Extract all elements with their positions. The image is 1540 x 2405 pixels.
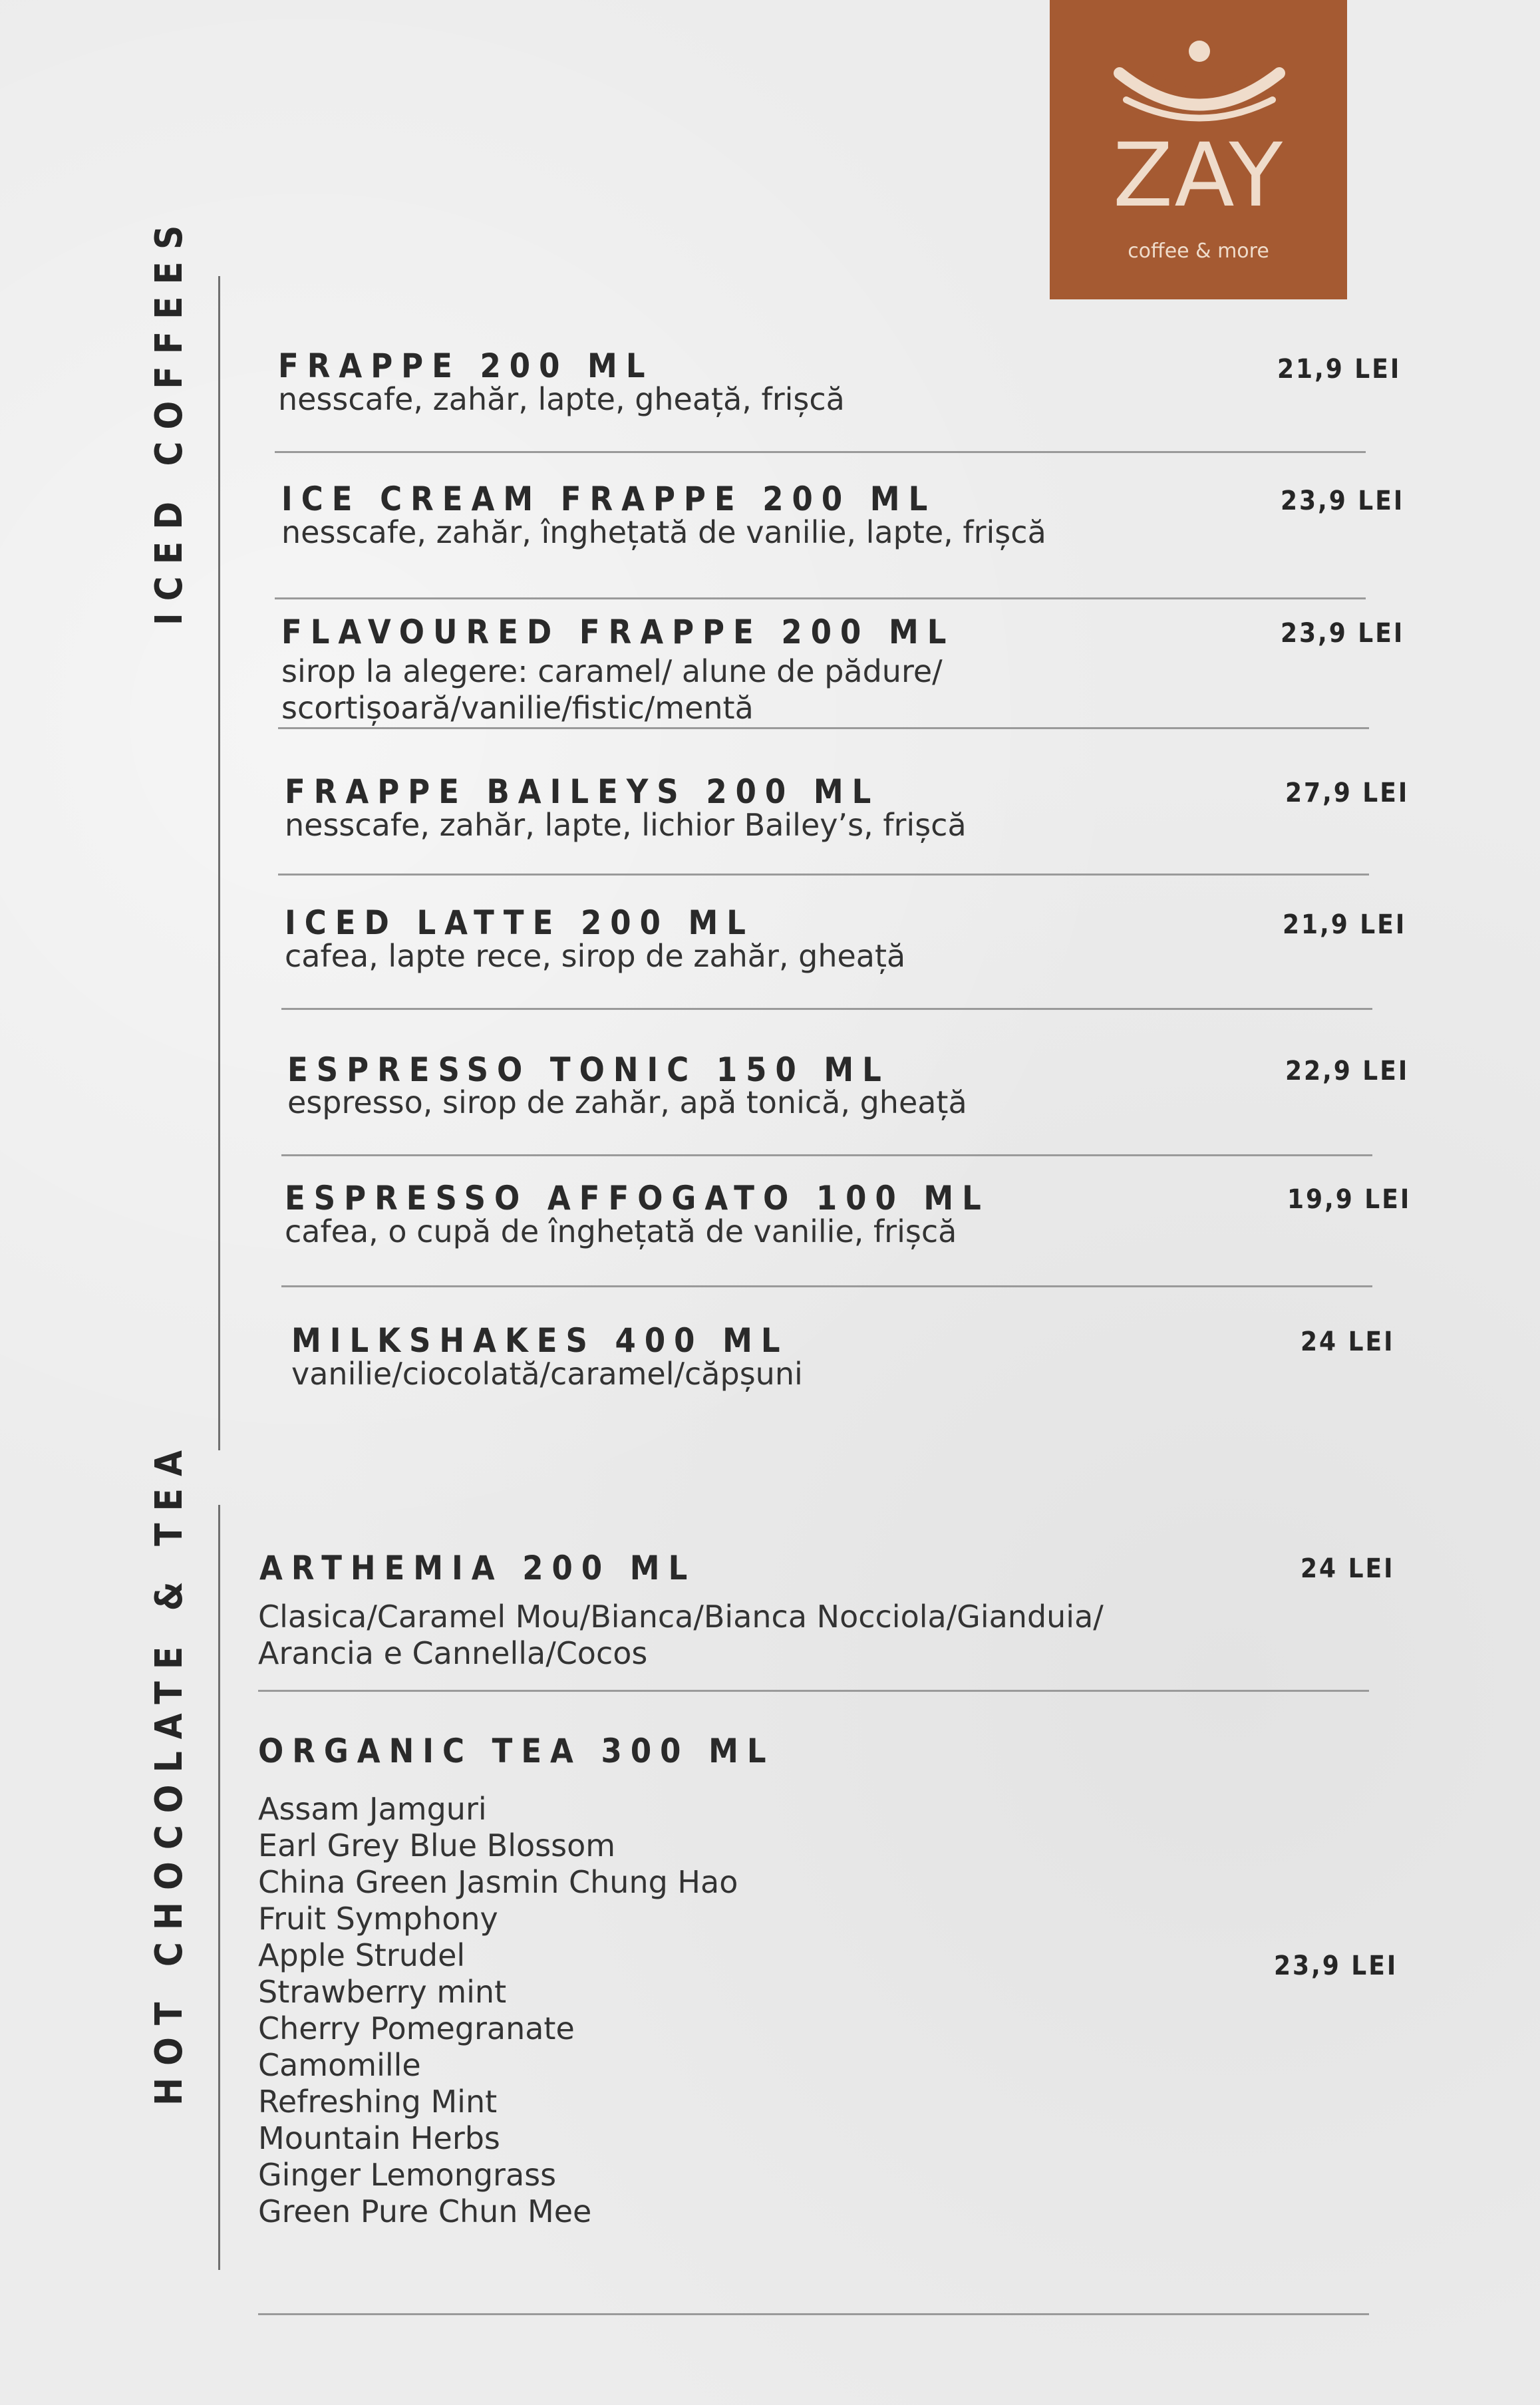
list-item: Mountain Herbs xyxy=(258,2120,500,2156)
item-price: 21,9 LEI xyxy=(1277,354,1402,385)
item-title: FRAPPE 200 ML xyxy=(278,347,654,385)
list-item: China Green Jasmin Chung Hao xyxy=(258,1864,738,1900)
item-divider xyxy=(258,2313,1369,2315)
list-item: Apple Strudel xyxy=(258,1937,466,1973)
item-price: 24 LEI xyxy=(1301,1553,1395,1584)
brand-name: ZAY xyxy=(1112,124,1285,227)
item-divider xyxy=(275,597,1366,599)
brand-tagline: coffee & more xyxy=(1128,240,1269,263)
list-item: Assam Jamguri xyxy=(258,1791,487,1827)
item-title: ORGANIC TEA 300 ML xyxy=(258,1732,775,1770)
item-price: 21,9 LEI xyxy=(1283,909,1407,940)
item-title: ICED LATTE 200 ML xyxy=(285,903,754,942)
list-item: Strawberry mint xyxy=(258,1974,507,2010)
item-description: cafea, o cupă de înghețată de vanilie, frișcă xyxy=(285,1213,957,1249)
section-divider-hot xyxy=(218,1505,220,2270)
item-price: 23,9 LEI xyxy=(1281,486,1405,516)
item-title: MILKSHAKES 400 ML xyxy=(291,1321,789,1360)
item-title: FLAVOURED FRAPPE 200 ML xyxy=(281,613,955,651)
item-description-line2: scortișoară/vanilie/fistic/mentă xyxy=(281,690,754,726)
item-price: 24 LEI xyxy=(1301,1327,1395,1357)
list-item: Fruit Symphony xyxy=(258,1901,498,1937)
item-title: ESPRESSO AFFOGATO 100 ML xyxy=(285,1179,990,1217)
item-price: 27,9 LEI xyxy=(1285,778,1410,808)
item-divider xyxy=(278,727,1369,729)
item-description-line2: Arancia e Cannella/Cocos xyxy=(258,1635,648,1671)
item-description: Clasica/Caramel Mou/Bianca/Bianca Nocciola/Gianduia/ xyxy=(258,1599,1104,1635)
item-divider xyxy=(278,874,1369,876)
section-label-hot-chocolate-tea: HOT CHOCOLATE & TEA xyxy=(148,1438,191,2106)
item-description: espresso, sirop de zahăr, apă tonică, gheață xyxy=(287,1084,967,1120)
list-item: Green Pure Chun Mee xyxy=(258,2193,592,2229)
item-price: 22,9 LEI xyxy=(1285,1056,1410,1086)
item-divider xyxy=(281,1008,1372,1010)
item-description: sirop la alegere: caramel/ alune de pădure/ xyxy=(281,653,943,689)
brand-logo xyxy=(1050,0,1347,299)
item-description: nesscafe, zahăr, lapte, gheață, frișcă xyxy=(278,381,845,417)
smiling-cup-logo-icon xyxy=(1106,37,1293,130)
tea-list xyxy=(258,1791,738,2230)
list-item: Earl Grey Blue Blossom xyxy=(258,1828,616,1863)
item-description: nesscafe, zahăr, înghețată de vanilie, lapte, frișcă xyxy=(281,514,1046,550)
item-description: cafea, lapte rece, sirop de zahăr, gheață xyxy=(285,938,906,974)
list-item: Cherry Pomegranate xyxy=(258,2010,575,2046)
section-divider-iced xyxy=(218,276,220,1450)
item-description: vanilie/ciocolată/caramel/căpșuni xyxy=(291,1356,803,1392)
item-divider xyxy=(281,1154,1372,1156)
item-price: 23,9 LEI xyxy=(1281,618,1405,649)
list-item: Ginger Lemongrass xyxy=(258,2157,557,2193)
item-price: 23,9 LEI xyxy=(1274,1951,1398,1981)
item-divider xyxy=(275,451,1366,453)
list-item: Camomille xyxy=(258,2047,421,2083)
item-title: FRAPPE BAILEYS 200 ML xyxy=(285,772,880,811)
item-title: ESPRESSO TONIC 150 ML xyxy=(287,1050,890,1089)
list-item: Refreshing Mint xyxy=(258,2084,498,2120)
item-divider xyxy=(281,1285,1372,1287)
item-price: 19,9 LEI xyxy=(1287,1184,1412,1215)
item-divider xyxy=(258,1690,1369,1692)
section-label-iced-coffees: ICED COFFEES xyxy=(148,213,191,625)
item-title: ARTHEMIA 200 ML xyxy=(259,1549,696,1587)
item-description: nesscafe, zahăr, lapte, lichior Bailey’s, frișcă xyxy=(285,807,967,843)
item-title: ICE CREAM FRAPPE 200 ML xyxy=(281,480,937,518)
